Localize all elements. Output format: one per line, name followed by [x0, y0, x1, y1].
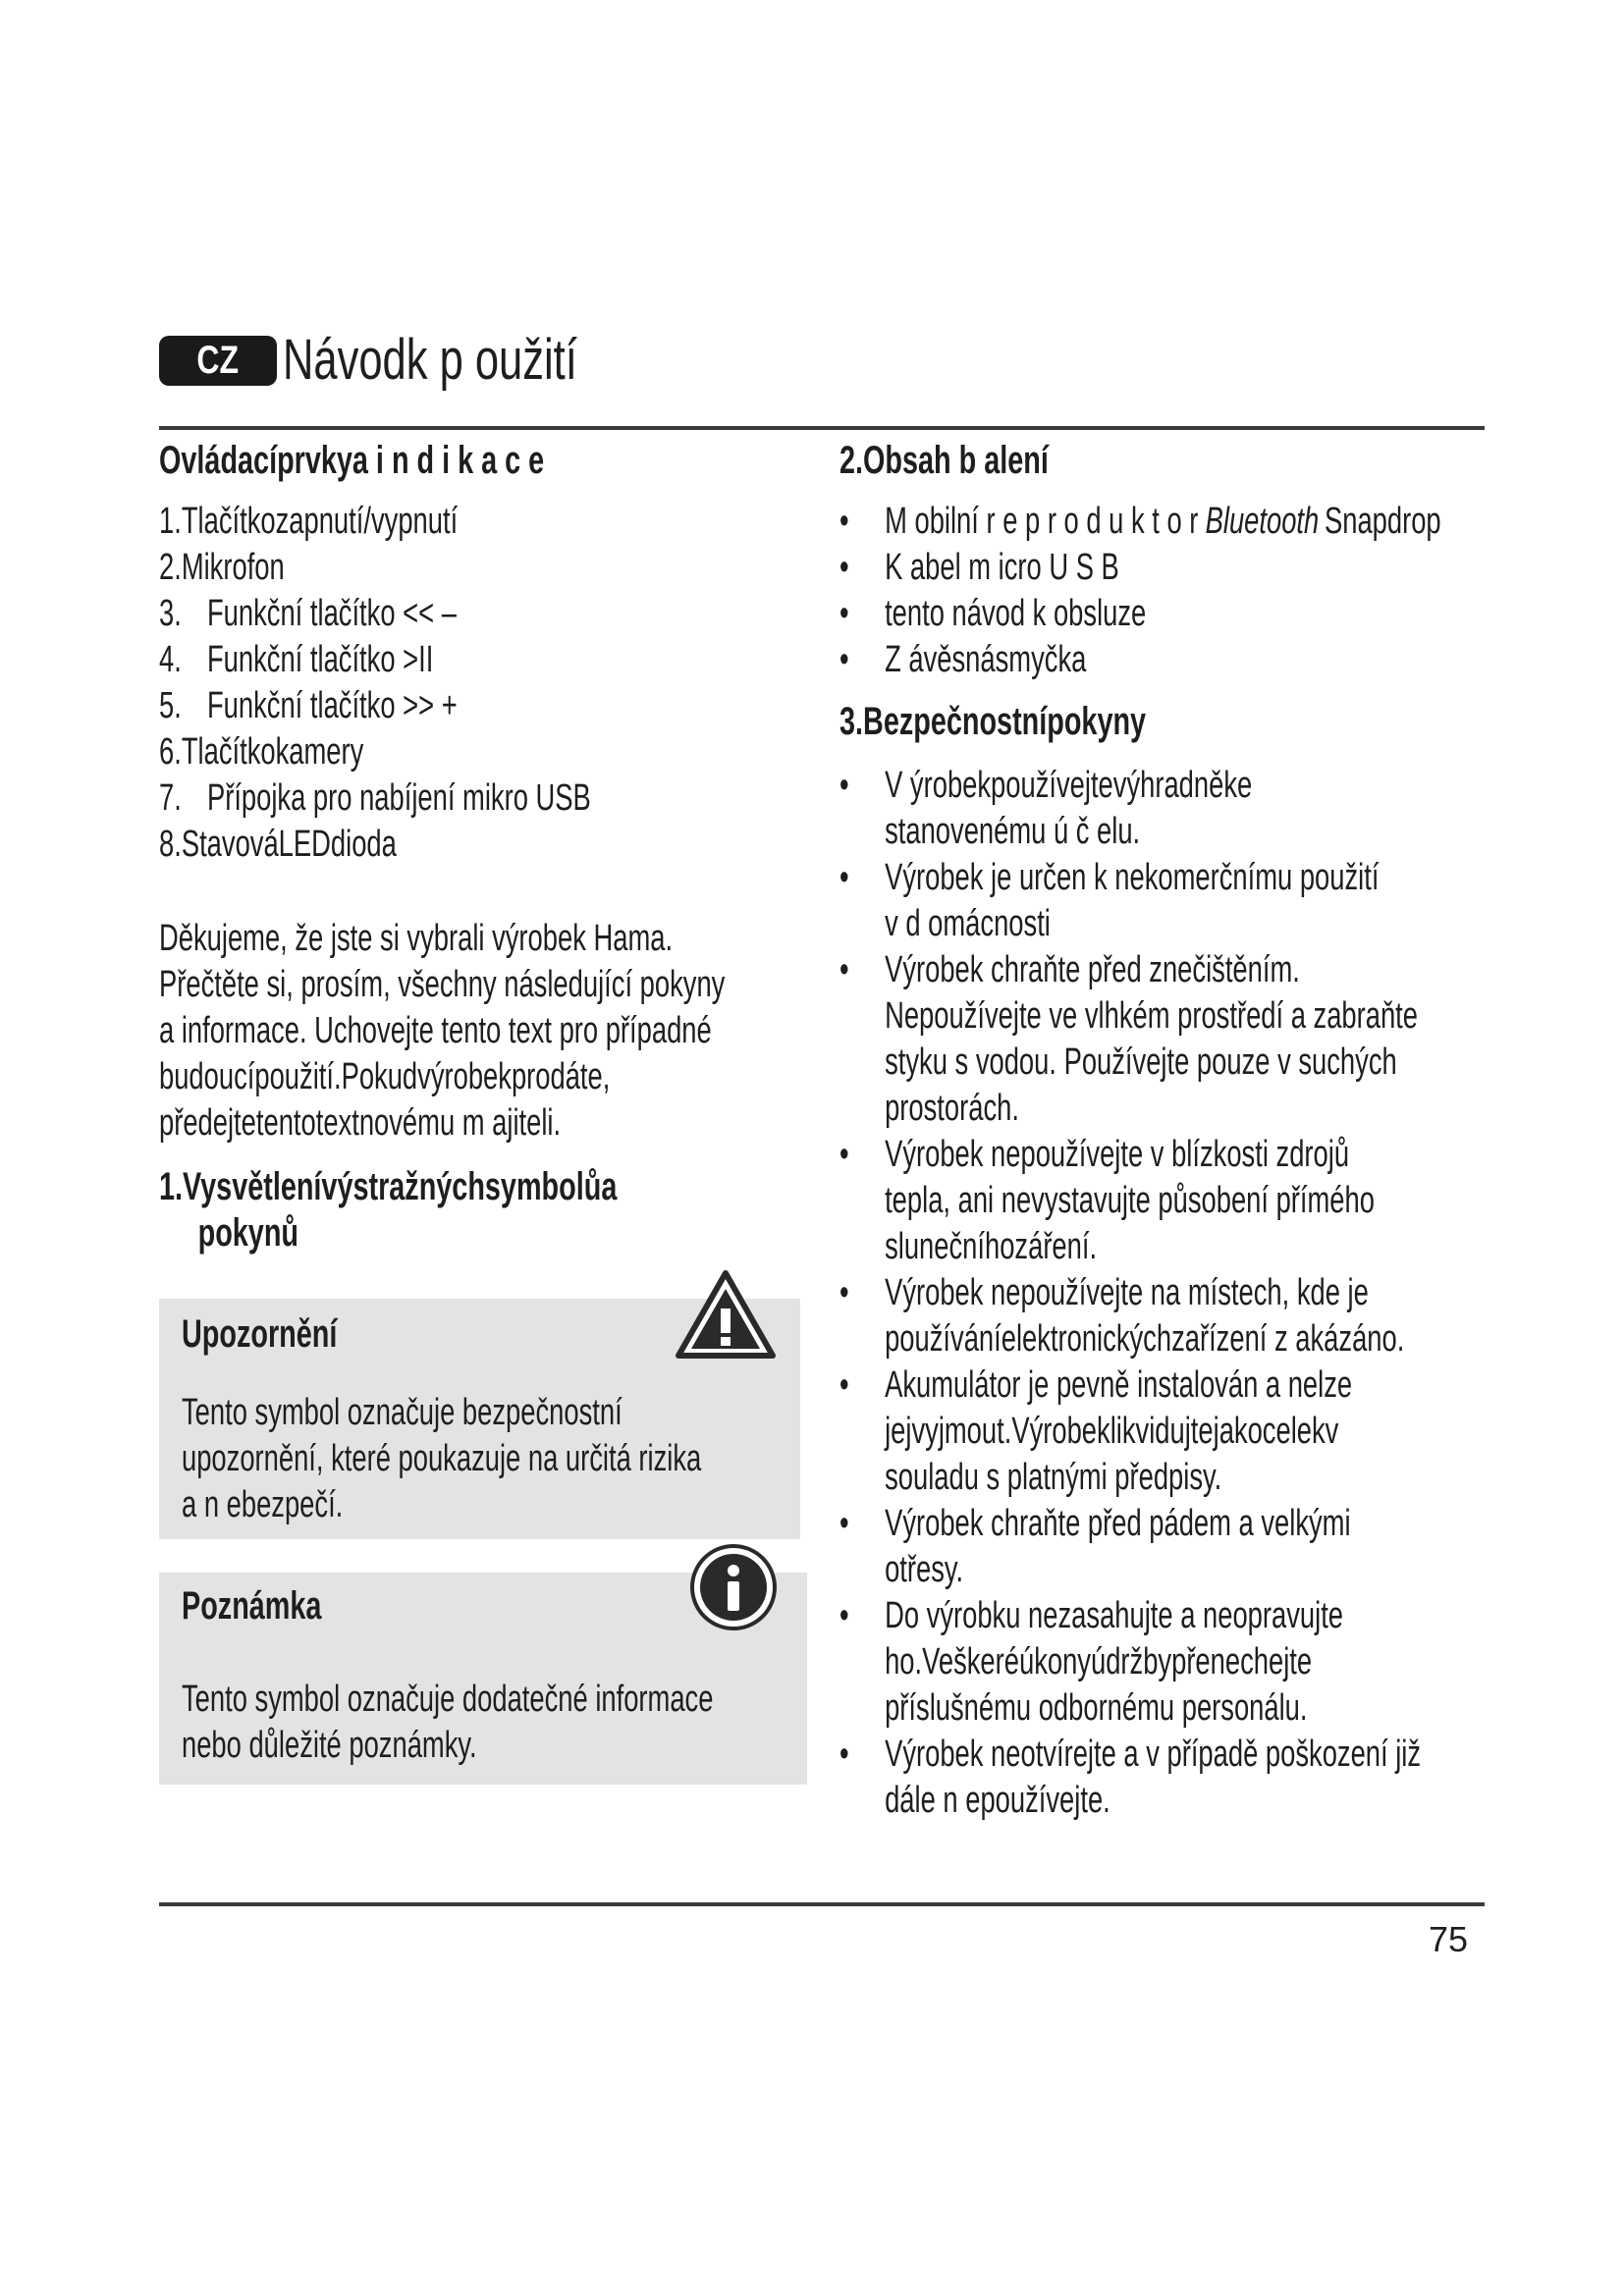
page-number: 75	[1429, 1919, 1469, 1959]
symbols-heading-line: 1.Vysvětlenívýstražnýchsymbolůa	[159, 1165, 618, 1208]
package-item: • Z ávěsnásmyčka	[839, 637, 1441, 683]
note-text: Tento symbol označuje dodatečné informace	[182, 1679, 714, 1720]
intro-paragraph	[159, 916, 725, 1147]
top-divider	[159, 426, 1485, 430]
safety-item: • Výrobek chraňte před znečištěním. Nepoužívejte ve vlhkém prostředí a zabraňte styku s vodou. Používejte pouze v suchých prostorách.	[839, 947, 1421, 1132]
intro-line: Přečtěte si, prosím, všechny následující pokyny	[159, 964, 726, 1005]
intro-line: Děkujeme, že jste si vybrali výrobek Hama.	[159, 918, 674, 959]
control-item: 2.Mikrofon	[159, 547, 285, 588]
warning-title: Upozornění	[182, 1312, 338, 1356]
note-content	[182, 1583, 713, 1769]
intro-line: předejtetentotextnovému m ajiteli.	[159, 1102, 562, 1144]
package-item	[839, 499, 1441, 545]
safety-item: • V ýrobekpoužívejtevýhradněke stanovenému ú č elu.	[839, 763, 1421, 855]
bottom-divider	[159, 1902, 1485, 1906]
control-item: 6.Tlačítkokamery	[159, 731, 364, 773]
product-name: Snapdrop	[1324, 501, 1441, 542]
language-badge	[159, 336, 277, 386]
safety-item: • Výrobek nepoužívejte na místech, kde je používáníelektronickýchzařízení z akázáno.	[839, 1270, 1421, 1362]
controls-section	[159, 438, 591, 868]
note-text: nebo důležité poznámky.	[182, 1725, 477, 1766]
symbols-heading	[159, 1164, 617, 1256]
safety-item: • Do výrobku nezasahujte a neopravujte ho.Veškeréúkonyúdržbypřenechejte příslušnému odbornému personálu.	[839, 1593, 1421, 1732]
warning-content	[182, 1311, 701, 1528]
safety-item: • Akumulátor je pevně instalován a nelze jejvyjmout.Výrobeklikvidujtejakocelekv souladu s platnými předpisy.	[839, 1362, 1421, 1501]
safety-item: • Výrobek nepoužívejte v blízkosti zdrojů tepla, ani nevystavujte působení přímého slunečníhozáření.	[839, 1132, 1421, 1270]
bluetooth-label: Bluetooth	[1205, 501, 1320, 542]
controls-heading: Ovládacíprvkya i n d i k a c e	[159, 439, 545, 482]
safety-item: • Výrobek je určen k nekomerčnímu použití v d omácnosti	[839, 855, 1421, 947]
control-item: 1.Tlačítkozapnutí/vypnutí	[159, 501, 459, 542]
package-item: • K abel m icro U S B	[839, 545, 1441, 591]
language-code: CZ	[196, 339, 240, 382]
warning-text: Tento symbol označuje bezpečnostní	[182, 1392, 623, 1433]
package-item-text: M obilní r e p r o d u k t o r	[885, 501, 1199, 542]
warning-text: upozornění, které poukazuje na určitá rizika	[182, 1438, 702, 1479]
safety-section	[839, 699, 1421, 1824]
safety-item: • Výrobek chraňte před pádem a velkými otřesy.	[839, 1501, 1421, 1593]
package-section	[839, 438, 1441, 683]
safety-heading: 3.Bezpečnostnípokyny	[839, 700, 1147, 743]
control-item: 7. Přípojka pro nabíjení mikro USB	[159, 777, 591, 819]
warning-text: a n ebezpečí.	[182, 1484, 344, 1525]
safety-item: • Výrobek neotvírejte a v případě poškození již dále n epoužívejte.	[839, 1732, 1421, 1824]
intro-line: a informace. Uchovejte tento text pro případné	[159, 1010, 712, 1051]
control-item: 8.StavováLEDdioda	[159, 824, 397, 865]
package-item: • tento návod k obsluze	[839, 591, 1441, 637]
note-title: Poznámka	[182, 1584, 322, 1628]
package-heading: 2.Obsah b alení	[839, 439, 1049, 482]
page-title: Návodk p oužití	[283, 328, 577, 392]
control-item: 4. Funkční tlačítko >II	[159, 639, 434, 680]
intro-line: budoucípoužití.Pokudvýrobekprodáte,	[159, 1056, 611, 1097]
control-item: 5. Funkční tlačítko >> +	[159, 685, 458, 726]
control-item: 3. Funkční tlačítko << –	[159, 593, 457, 634]
symbols-heading-line: pokynů	[197, 1211, 299, 1255]
